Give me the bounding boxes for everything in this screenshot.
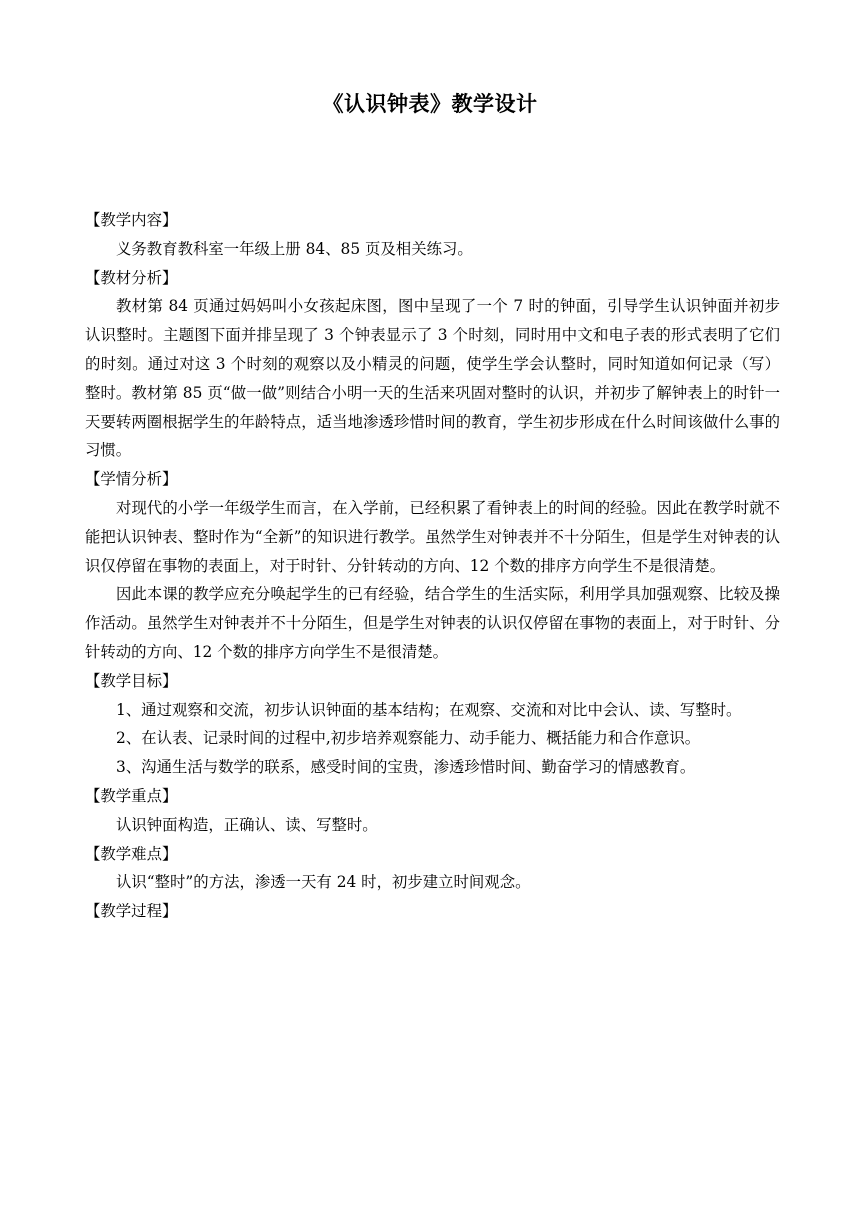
document-body: [85, 206, 780, 926]
section-paragraph: 因此本课的教学应充分唤起学生的已有经验，结合学生的生活实际，利用学具加强观察、比较及操作活动。虽然学生对钟表并不十分陌生，但是学生对钟表的认识仅停留在事物的表面上，对于时针、分针转动的方向、12 个数的排序方向学生不是很清楚。: [85, 585, 780, 661]
section-paragraph: 1、通过观察和交流，初步认识钟面的基本结构；在观察、交流和对比中会认、读、写整时。: [116, 700, 742, 719]
section-paragraph: 认识钟面构造，正确认、读、写整时。: [116, 815, 378, 834]
section-paragraph: 义务教育教科室一年级上册 84、85 页及相关练习。: [116, 239, 473, 258]
section-heading-teaching-goals: 【教学目标】: [85, 671, 178, 690]
section-heading-teaching-content: 【教学内容】: [85, 211, 178, 229]
section-heading-teaching-process: 【教学过程】: [85, 902, 178, 921]
section-paragraph: 认识“整时”的方法，渗透一天有 24 时，初步建立时间观念。: [116, 873, 531, 892]
section-paragraph: 教材第 84 页通过妈妈叫小女孩起床图，图中呈现了一个 7 时的钟面，引导学生认识钟面并初步认识整时。主题图下面并排呈现了 3 个钟表显示了 3 个时刻，同时用中文和电子表的形式表明了它们的时刻。通过对这 3 个时刻的观察以及小精灵的问题，使学生学会认整时，同时知道如何记录（写）整时。教材第 85 页“做一做”则结合小明一天的生活来巩固对整时的认识，并初步了解钟表上的时针一天要转两圈根据学生的年龄特点，适当地渗透珍惜时间的教育，学生初步形成在什么时间该做什么事的习惯。: [85, 297, 780, 460]
section-heading-material-analysis: 【教材分析】: [85, 268, 178, 287]
section-heading-difficult-points: 【教学难点】: [85, 844, 178, 863]
section-paragraph: 对现代的小学一年级学生而言，在入学前，已经积累了看钟表上的时间的经验。因此在教学时就不能把认识钟表、整时作为“全新”的知识进行教学。虽然学生对钟表并不十分陌生，但是学生对钟表的认识仅停留在事物的表面上，对于时针、分针转动的方向、12 个数的排序方向学生不是很清楚。: [85, 498, 780, 575]
document-title: 《认识钟表》教学设计: [322, 91, 538, 116]
section-heading-key-points: 【教学重点】: [85, 786, 178, 805]
section-heading-student-analysis: 【学情分析】: [85, 470, 178, 489]
section-paragraph: 3、沟通生活与数学的联系，感受时间的宝贵，渗透珍惜时间、勤奋学习的情感教育。: [116, 758, 696, 777]
section-paragraph: 2、在认表、记录时间的过程中,初步培养观察能力、动手能力、概括能力和合作意识。: [116, 729, 701, 748]
